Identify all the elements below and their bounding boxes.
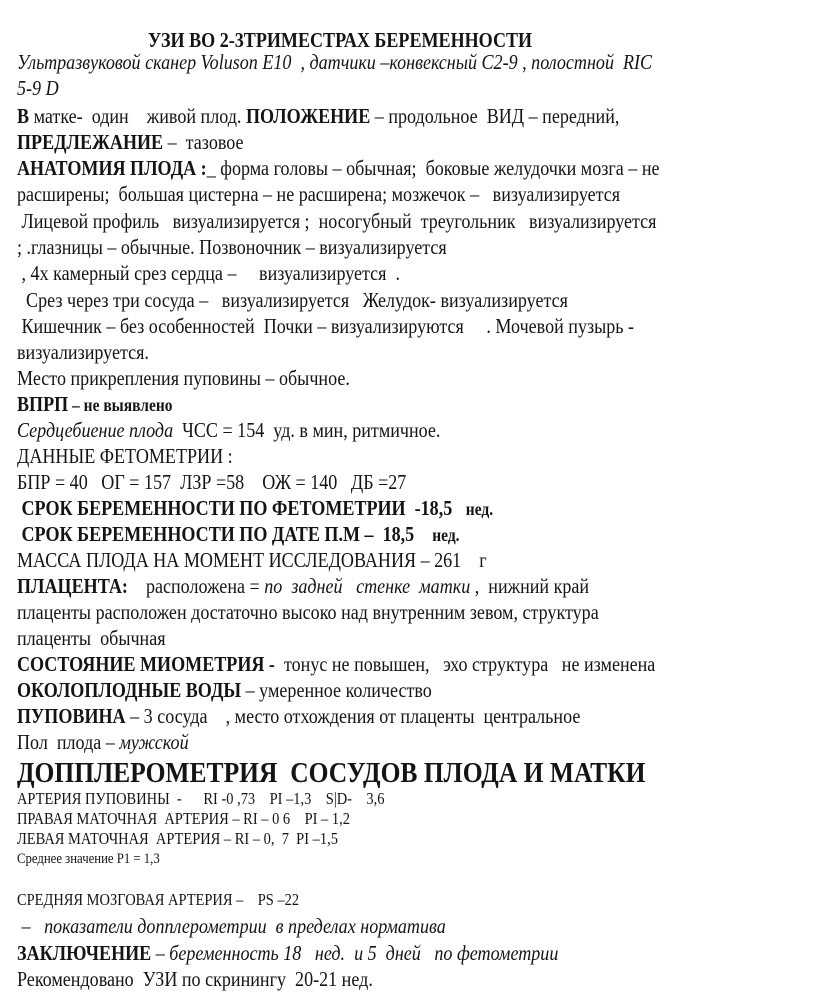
fetal-sex-value: мужской [119, 730, 189, 754]
doppler-row-umbilical: АРТЕРИЯ ПУПОВИНЫ - RI -0 ,73 PI –1,3 S|D- 3,6 [17, 789, 385, 808]
anatomy-text: _ форма головы – обычная; боковые желудочки мозга – не [206, 156, 660, 180]
vprp-label: ВПРП [17, 392, 69, 416]
position-value: – продольное ВИД – передний, [370, 104, 620, 128]
anatomy-label: АНАТОМИЯ ПЛОДА : [17, 156, 207, 180]
equipment-line-1: Ультразвуковой сканер Voluson E10 , датчики –конвексный C2-9 , полостной RIC [17, 50, 653, 74]
placenta-label: ПЛАЦЕНТА: [17, 574, 128, 598]
presentation-line [17, 130, 244, 154]
amniotic-label: ОКОЛОПЛОДНЫЕ ВОДЫ [17, 678, 242, 702]
fetal-sex-line [17, 730, 189, 754]
position-label: ПОЛОЖЕНИЕ [245, 104, 371, 128]
anatomy-line-5: , 4х камерный срез сердца – визуализируется . [17, 261, 401, 285]
fetus-position-line [17, 104, 619, 128]
umbilical-line [17, 704, 580, 728]
conclusion-label: ЗАКЛЮЧЕНИЕ [17, 941, 152, 965]
presentation-label: ПРЕДЛЕЖАНИЕ [17, 130, 164, 154]
doppler-header: ДОППЛЕРОМЕТРИЯ СОСУДОВ ПЛОДА И МАТКИ [17, 757, 646, 789]
myometrium-line [17, 652, 655, 676]
vprp-line [17, 392, 173, 417]
norm-text: показатели допплерометрии в пределах норматива [44, 914, 446, 938]
fetal-weight-line: МАССА ПЛОДА НА МОМЕНТ ИССЛЕДОВАНИЯ – 261 г [17, 548, 487, 572]
fetal-sex-label: Пол плода – [17, 730, 120, 754]
anatomy-line-6: Срез через три сосуда – визуализируется Желудок- визуализируется [17, 288, 568, 312]
amniotic-value: – умеренное количество [241, 678, 432, 702]
equipment-line-2: 5-9 D [17, 76, 59, 100]
anatomy-line-3: Лицевой профиль визуализируется ; носогубный треугольник визуализируется [17, 209, 657, 233]
placenta-location: по задней стенке матки [264, 574, 471, 598]
recommendation-line: Рекомендовано УЗИ по скринингу 20-21 нед. [17, 967, 373, 991]
anatomy-line-7: Кишечник – без особенностей Почки – визуализируются . Мочевой пузырь - [17, 314, 635, 338]
term-by-lmp-line [17, 522, 460, 547]
anatomy-line-1 [17, 156, 660, 180]
doppler-mca: СРЕДНЯЯ МОЗГОВАЯ АРТЕРИЯ – PS –22 [17, 890, 300, 909]
umbilical-label: ПУПОВИНА [17, 704, 126, 728]
placenta-text-2: , нижний край [470, 574, 590, 598]
placenta-line-1 [17, 574, 589, 598]
heartbeat-value: ЧСС = 154 уд. в мин, ритмичное. [173, 418, 441, 442]
doppler-row-left-uterine: ЛЕВАЯ МАТОЧНАЯ АРТЕРИЯ – RI – 0, 7 PI –1,5 [17, 829, 338, 848]
heartbeat-label: Сердцебиение плода [17, 418, 174, 442]
placenta-line-2: плаценты расположен достаточно высоко над внутренним зевом, структура [17, 600, 599, 624]
anatomy-line-8: визуализируется. [17, 340, 149, 364]
conclusion-value: беременность 18 нед. и 5 дней по фетометрии [169, 941, 559, 965]
label-v: В [17, 104, 30, 128]
placenta-line-3: плаценты обычная [17, 626, 166, 650]
term-by-fetometry: СРОК БЕРЕМЕННОСТИ ПО ФЕТОМЕТРИИ -18,5 [17, 496, 466, 520]
fetometry-values: БПР = 40 ОГ = 157 ЛЗР =58 ОЖ = 140 ДБ =27 [17, 470, 407, 494]
anatomy-line-4: ; .глазницы – обычные. Позвоночник – визуализируется [17, 235, 447, 259]
term-by-fetometry-line [17, 496, 493, 521]
myometrium-value: тонус не повышен, эхо структура не изменена [274, 652, 656, 676]
conclusion-line [17, 941, 558, 965]
norm-dash: – [17, 914, 45, 938]
placenta-text: расположена = [127, 574, 265, 598]
fetus-count-text: матке- один живой плод. [29, 104, 246, 128]
anatomy-line-2: расширены; большая цистерна – не расширена; мозжечок – визуализируется [17, 182, 621, 206]
myometrium-label: СОСТОЯНИЕ МИОМЕТРИЯ - [17, 652, 275, 676]
amniotic-line [17, 678, 432, 702]
term-unit: нед. [432, 525, 460, 545]
report-title: УЗИ ВО 2-3ТРИМЕСТРАХ БЕРЕМЕННОСТИ [148, 28, 533, 52]
term-by-lmp: СРОК БЕРЕМЕННОСТИ ПО ДАТЕ П.М – 18,5 [17, 522, 433, 546]
doppler-norm-line [17, 914, 446, 938]
conclusion-dash: – [151, 941, 170, 965]
umbilical-value: – 3 сосуда , место отхождения от плаценты центральное [125, 704, 581, 728]
doppler-mean-pi: Среднее значение P1 = 1,3 [17, 851, 160, 867]
doppler-row-right-uterine: ПРАВАЯ МАТОЧНАЯ АРТЕРИЯ – RI – 0 6 PI – 1,2 [17, 809, 350, 828]
heartbeat-line [17, 418, 440, 442]
vprp-value: – не выявлено [68, 395, 173, 415]
fetometry-header: ДАННЫЕ ФЕТОМЕТРИИ : [17, 444, 233, 468]
presentation-value: – тазовое [163, 130, 244, 154]
term-unit: нед. [465, 499, 494, 519]
anatomy-line-9: Место прикрепления пуповины – обычное. [17, 366, 350, 390]
